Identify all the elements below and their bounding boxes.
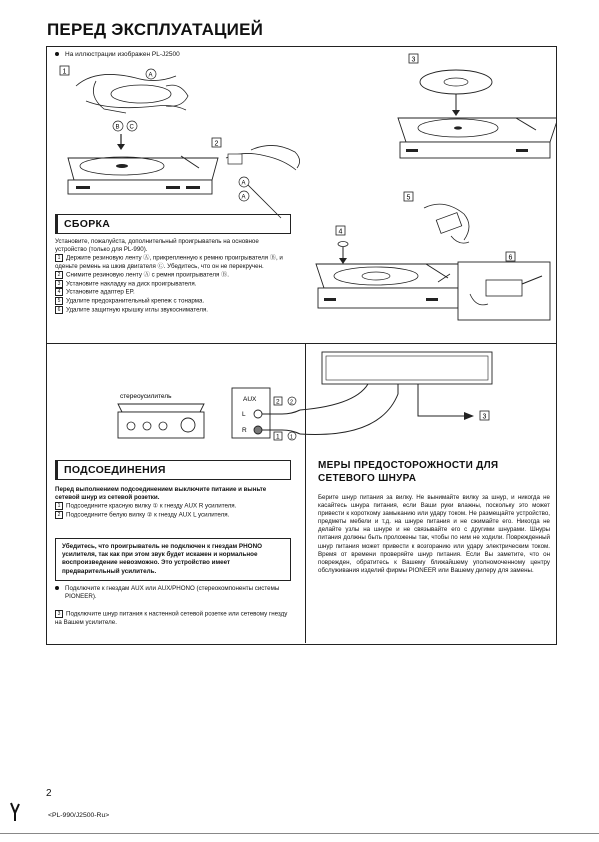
plug-box-2: 2 (276, 398, 280, 406)
step-number: 3 (55, 610, 63, 618)
page-title: ПЕРЕД ЭКСПЛУАТАЦИЕЙ (47, 20, 264, 39)
bullet-text: Подключите к гнездам AUX или AUX/PHONO (стереокомпоненты системы PIONEER). (65, 585, 280, 601)
callout-a-3: A (241, 194, 246, 201)
step-number: 1 (55, 254, 63, 262)
step-number: 2 (55, 511, 63, 519)
footer-code: <PL-990/J2500-Ru> (48, 812, 110, 819)
bullet-icon (55, 586, 59, 590)
amplifier-label: стереоусилитель (120, 393, 172, 400)
connections-step-1 (55, 502, 291, 511)
step-text: Снимите резиновую ленту Ⓐ с ремня проигрывателя Ⓑ. (66, 271, 229, 279)
assembly-step-2 (55, 271, 291, 280)
jack-l-label: L (242, 411, 246, 418)
connections-heading: ПОДСОЕДИНЕНИЯ (55, 460, 291, 480)
precautions-heading: МЕРЫ ПРЕДОСТОРОЖНОСТИ ДЛЯ СЕТЕВОГО ШНУРА (318, 460, 499, 484)
step-text: Установите накладку на диск проигрывателя. (66, 280, 197, 288)
assembly-step-5 (55, 297, 291, 306)
step-number: 4 (55, 288, 63, 296)
callout-a-2: A (241, 180, 246, 187)
step-text: Подключите шнур питания к настенной сетевой розетке или сетевому гнезду на Вашем усилителе. (55, 610, 288, 626)
connections-step-3 (55, 610, 291, 627)
illustration-note-text: На иллюстрации изображен PL-J2500 (65, 51, 180, 58)
figure-5-label: 5 (406, 194, 411, 202)
phono-warning-box: Убедитесь, что проигрыватель не подключен к гнездам PHONO усилителя, так как при этом звук будет искажен и нормальное воспроизведение невозможно. Это устройство имеет предварительный усилитель. (55, 538, 291, 581)
page-number: 2 (46, 788, 52, 799)
callout-a: A (148, 72, 153, 79)
step-number: 6 (55, 306, 63, 314)
assembly-step-1 (55, 254, 291, 271)
step-text: Удалите защитную крышку иглы звукоснимателя. (66, 306, 209, 314)
plug-circle-2: 2 (290, 399, 294, 406)
figure-1-label: 1 (62, 68, 67, 76)
figure-1 (60, 66, 218, 194)
plug-box-1: 1 (276, 433, 280, 441)
connections-intro: Перед выполнением подсоединением выключите питание и выньте сетевой шнур из сетевой розетки. (55, 486, 267, 502)
precautions-text: Берите шнур питания за вилку. Не вынимайте вилку за шнур, и никогда не касайтесь шнура питания, если Ваши руки влажны, поскольку это может привести к короткому замыканию или удару током. Не размещайте устройство, предметы мебели и т.д. на шнуре питания и не сжимайте его. Никогда не делайте узлы на шнуре и не связывайте его с другими шнурами. Шнуры питания должны быть проложены так, чтобы по ним не ходили. Поврежденный шнур питания может привести к возгоранию или удару электрическим током. Время от времени проверяйте шнур питания. Если Вы заметите, что он поврежден, обратитесь к Вашему ближайшему уполномоченному центру обслуживания изделий фирмы PIONEER или Вашему дилеру для замены. (318, 494, 550, 574)
step-text: Удалите предохранительный крепеж с тонарма. (66, 297, 205, 305)
connections-bullet (55, 585, 291, 601)
figure-3-label: 3 (411, 56, 416, 64)
step-number: 1 (55, 502, 63, 510)
figure-3 (398, 54, 556, 158)
callout-b: B (115, 124, 120, 131)
step-text: Держите резиновую ленту Ⓐ, прикрепленную к ремню проигрывателя Ⓑ, и оденьте ремень на шкив двигателя Ⓒ. Убедитесь, что он не перекручен. (55, 254, 283, 270)
step-number: 5 (55, 297, 63, 305)
step-text: Подсоедините белую вилку ② к гнезду AUX L усилителя. (66, 511, 230, 519)
figure-2-label: 2 (214, 140, 219, 148)
figure-4-label: 4 (338, 228, 343, 236)
aux-label: AUX (243, 396, 257, 403)
figure-6-label: 6 (508, 254, 513, 262)
crop-mark-icon (8, 800, 24, 824)
bottom-rule (0, 833, 599, 834)
connections-step-2 (55, 511, 291, 520)
assembly-step-6 (55, 306, 291, 315)
conn-label-3: 3 (482, 413, 487, 421)
callout-c: C (129, 124, 134, 131)
figure-5 (404, 192, 469, 243)
figure-4 (316, 226, 466, 308)
connection-diagram (46, 344, 556, 456)
step-number: 3 (55, 280, 63, 288)
plug-circle-1: 1 (290, 434, 294, 441)
step-number: 2 (55, 271, 63, 279)
assembly-text (55, 238, 291, 315)
step-text: Подсоедините красную вилку ① к гнезду AUX R усилителя. (66, 502, 237, 510)
figure-2 (212, 138, 300, 218)
assembly-intro: Установите, пожалуйста, дополнительный проигрыватель на основное устройство (только для PL-990). (55, 238, 259, 254)
assembly-step-3 (55, 280, 291, 289)
assembly-step-4 (55, 288, 291, 297)
step-text: Установите адаптер EP. (66, 289, 135, 297)
connections-text (55, 486, 291, 520)
jack-r-label: R (242, 427, 247, 434)
assembly-heading: СБОРКА (55, 214, 291, 234)
